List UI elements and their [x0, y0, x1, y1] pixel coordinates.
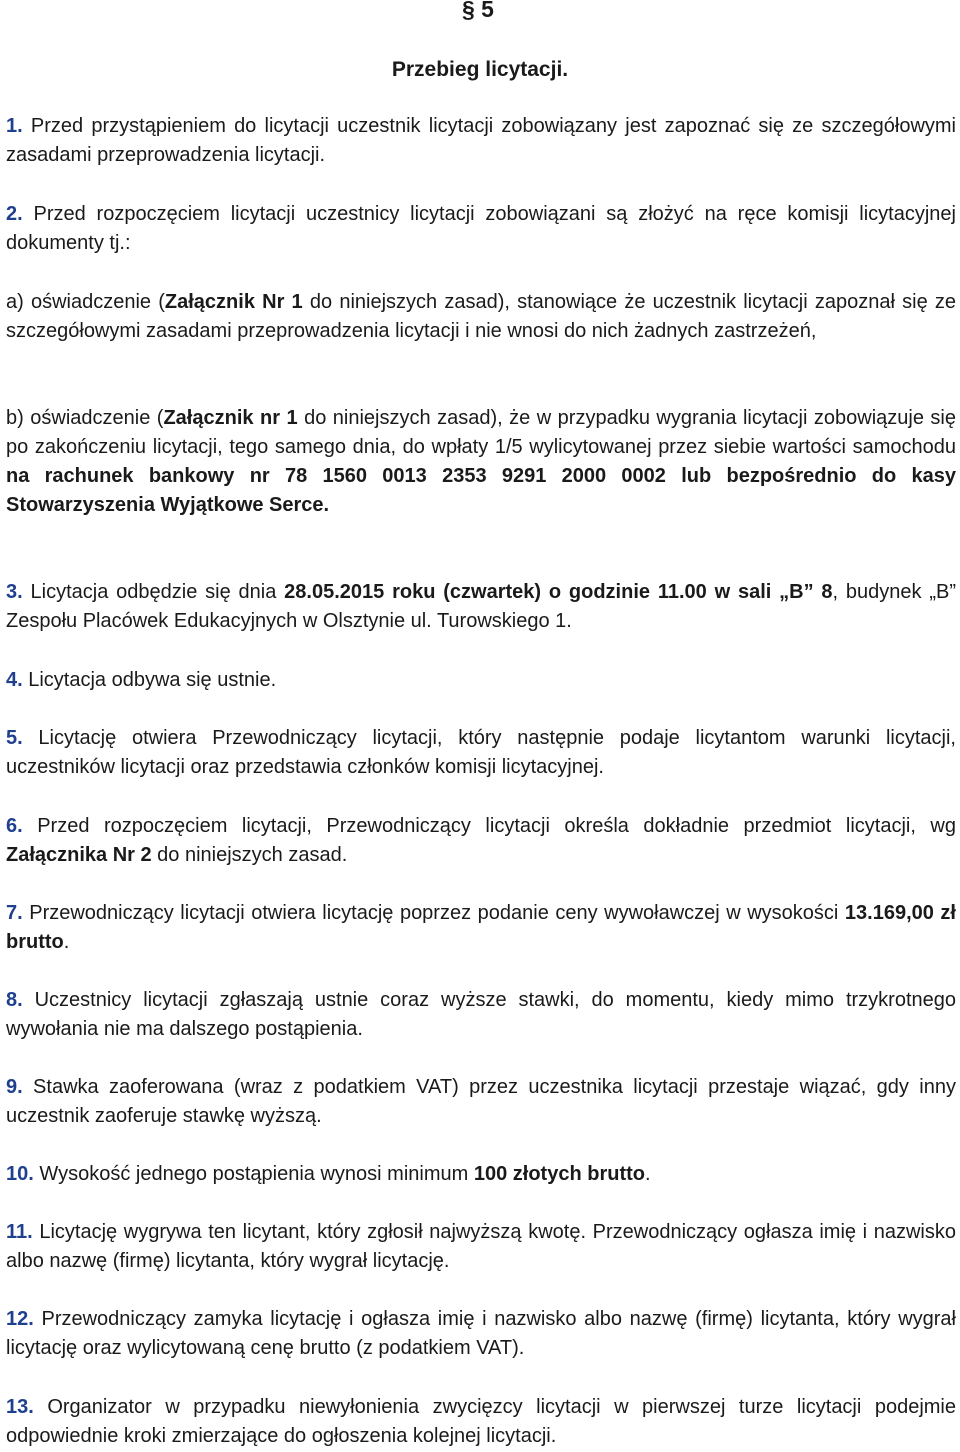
item-number: 4. — [6, 669, 23, 691]
attachment-reference: Załącznika Nr 2 — [6, 844, 152, 866]
item-number: 3. — [6, 581, 23, 603]
paragraph-10 — [6, 1160, 956, 1189]
paragraph-text: . — [63, 931, 70, 953]
item-number: 7. — [6, 902, 23, 924]
paragraph-5 — [6, 724, 956, 782]
bank-account-info: na rachunek bankowy nr 78 1560 0013 2353 9291 2000 0002 lub bezpośrednio do kasy Stowarzyszenia Wyjątkowe Serce. — [6, 465, 956, 516]
paragraph-text: a) oświadczenie ( — [6, 291, 165, 313]
paragraph-text: Licytację otwiera Przewodniczący licytacji, który następnie podaje licytantom warunki licytacji, uczestników licytacji oraz przedstawia członków komisji licytacyjnej. — [6, 727, 956, 778]
page-title: Przebieg licytacji. — [391, 58, 569, 81]
paragraph-text: Wysokość jednego postąpienia wynosi minimum — [33, 1163, 474, 1185]
paragraph-text: Organizator w przypadku niewyłonienia zwycięzcy licytacji w pierwszej turze licytacji podejmie odpowiednie kroki zmierzające do ogłoszenia kolejnej licytacji. — [6, 1396, 956, 1447]
item-number: 5. — [6, 727, 23, 749]
paragraph-text: Licytacja odbędzie się dnia — [22, 581, 285, 603]
paragraph-12 — [6, 1305, 956, 1363]
paragraph-13 — [6, 1393, 956, 1451]
paragraph-3 — [6, 578, 956, 636]
paragraph-text: . — [644, 1163, 651, 1185]
paragraph-text: Przewodniczący zamyka licytację i ogłasza imię i nazwisko albo nazwę (firmę) licytanta, który wygrał licytację oraz wylicytowaną cenę brutto (z podatkiem VAT). — [6, 1308, 956, 1359]
paragraph-1 — [6, 112, 956, 170]
paragraph-text: do niniejszych zasad. — [151, 844, 348, 866]
paragraph-2 — [6, 200, 956, 258]
paragraph-7 — [6, 899, 956, 957]
paragraph-9 — [6, 1073, 956, 1131]
paragraph-a — [6, 288, 956, 346]
item-number: 9. — [6, 1076, 23, 1098]
paragraph-text: Stawka zaoferowana (wraz z podatkiem VAT) przez uczestnika licytacji przestaje wiązać, gdy inny uczestnik zaoferuje stawkę wyższą. — [6, 1076, 956, 1127]
paragraph-text: Przed przystąpieniem do licytacji uczestnik licytacji zobowiązany jest zapoznać się ze szczegółowymi zasadami przeprowadzenia licytacji. — [6, 115, 956, 166]
paragraph-6 — [6, 812, 956, 870]
item-number: 10. — [6, 1163, 34, 1185]
starting-price: 13.169,00 zł brutto — [6, 902, 956, 953]
attachment-reference: Załącznik nr 1 — [163, 407, 298, 429]
paragraph-text: Przed rozpoczęciem licytacji uczestnicy licytacji zobowiązani są złożyć na ręce komisji licytacyjnej dokumenty tj.: — [6, 203, 956, 254]
auction-date-place: 28.05.2015 roku (czwartek) o godzinie 11.00 w sali „B” 8 — [284, 581, 833, 603]
paragraph-text: Przewodniczący licytacji otwiera licytację poprzez podanie ceny wywoławczej w wysokości — [22, 902, 845, 924]
paragraph-text: Licytacja odbywa się ustnie. — [22, 669, 277, 691]
item-number: 12. — [6, 1308, 34, 1330]
section-mark: § 5 — [462, 0, 494, 22]
paragraph-b — [6, 404, 956, 520]
paragraph-text: Uczestnicy licytacji zgłaszają ustnie coraz wyższe stawki, do momentu, kiedy mimo trzykrotnego wywołania nie ma dalszego postąpienia. — [6, 989, 956, 1040]
attachment-reference: Załącznik Nr 1 — [164, 291, 303, 313]
item-number: 8. — [6, 989, 23, 1011]
item-number: 13. — [6, 1396, 34, 1418]
paragraph-text: , budynek „B” Zespołu Placówek Edukacyjnych w Olsztynie ul. Turowskiego 1. — [6, 581, 956, 632]
paragraph-text: do niniejszych zasad), że w przypadku wygrania licytacji zobowiązuje się po zakończeniu licytacji, tego samego dnia, do wpłaty 1/5 wylicytowanej przez siebie wartości samochodu — [6, 407, 956, 458]
paragraph-text: b) oświadczenie ( — [6, 407, 164, 429]
paragraph-text: Przed rozpoczęciem licytacji, Przewodniczący licytacji określa dokładnie przedmiot licytacji, wg — [22, 815, 956, 837]
paragraph-text: do niniejszych zasad), stanowiące że uczestnik licytacji zapoznał się ze szczegółowymi zasadami przeprowadzenia licytacji i nie wnosi do nich żadnych zastrzeżeń, — [6, 291, 956, 342]
paragraph-4 — [6, 666, 956, 695]
item-number: 2. — [6, 203, 23, 225]
item-number: 6. — [6, 815, 23, 837]
paragraph-8 — [6, 986, 956, 1044]
minimum-increment: 100 złotych brutto — [473, 1163, 645, 1185]
item-number: 1. — [6, 115, 23, 137]
paragraph-11 — [6, 1218, 956, 1276]
paragraph-text: Licytację wygrywa ten licytant, który zgłosił najwyższą kwotę. Przewodniczący ogłasza imię i nazwisko albo nazwę (firmę) licytanta, który wygrał licytację. — [6, 1221, 956, 1272]
item-number: 11. — [6, 1221, 33, 1243]
